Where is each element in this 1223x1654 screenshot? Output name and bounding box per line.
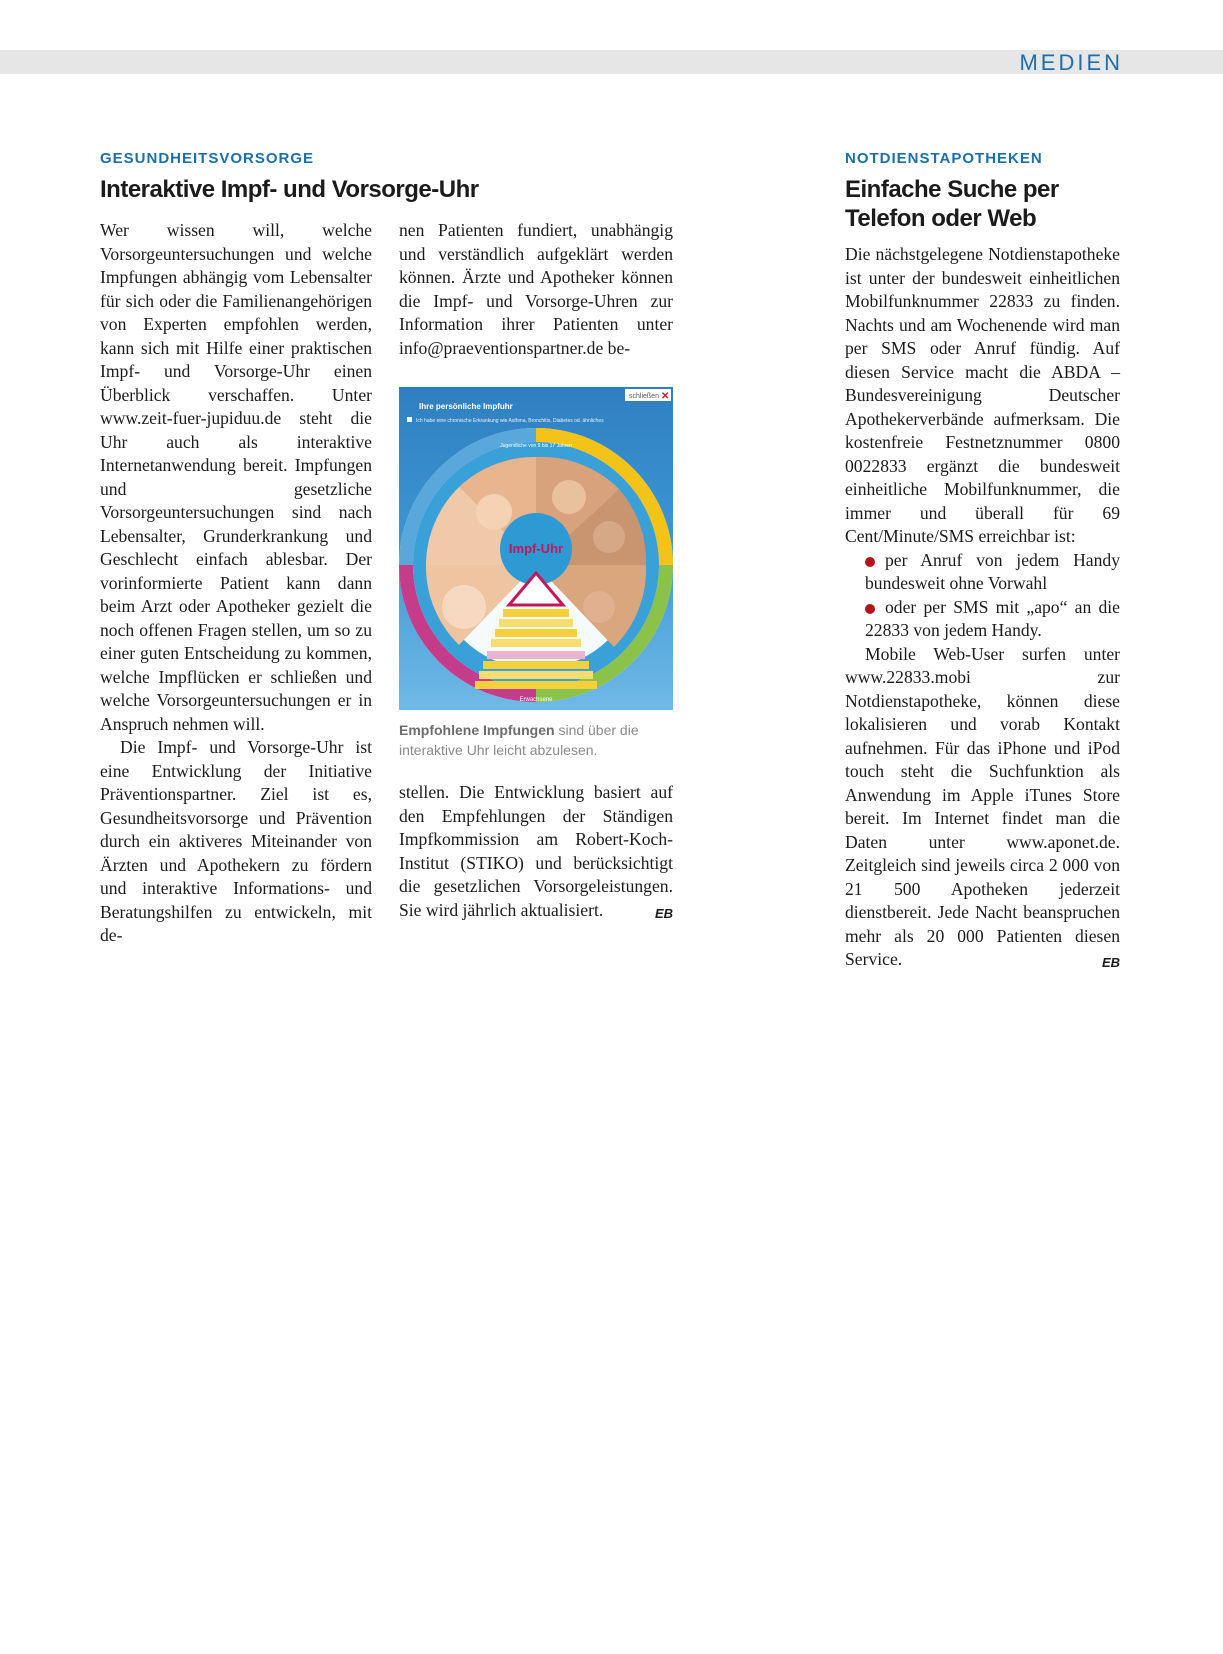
vaccination-clock-image [399,387,673,710]
article1-paragraph-2: Die Impf- und Vorsorge-Uhr ist eine Entwicklung der Initiative Präventionspartner. Ziel ist es, Gesundheitsvorsorge und Prävention durch ein aktiveres Miteinander von Ärzten und Apothekern zu fördern und interaktive Informations- und Beratungshilfen zu entwickeln, mit de- [100,737,372,945]
article2-bullet-2-text: oder per SMS mit „apo“ an die 22833 von jedem Handy. [865,596,1120,640]
article2-paragraph-2-text: Mobile Web-User surfen unter www.22833.mobi zur Notdienstapotheke, können diese lokalisieren und vorab Kontakt aufnehmen. Für das iPhone und iPod touch steht die Suchfunktion als Anwendung im Apple iTunes Store bereit. Im Internet findet man die Daten unter www.aponet.de. Zeitgleich sind jeweils circa 2 000 von 21 500 Apotheken jederzeit dienstbereit. Jede Nacht beanspruchen mehr als 20 000 Patienten diesen Service. [845,643,1120,969]
article2-bullet-1-text: per Anruf von jedem Handy bundesweit ohne Vorwahl [865,549,1120,593]
close-button [625,389,671,402]
caption-bold: Empfohlene Impfungen [399,722,555,738]
article1-paragraph-3: nen Patienten fundiert, unabhängig und verständlich aufgeklärt werden können. Ärzte und Apotheker können die Impf- und Vorsorge-Uhren zur Information ihrer Patienten unter info@praeventionspartner.de be- [399,220,673,358]
article1-column-2-top [399,219,673,360]
figure-checkbox-label: Ich habe eine chronische Erkrankung wie Asthma, Bronchitis, Diabetes od. ähnliches [416,418,604,424]
article2-bullet-1 [845,549,1120,596]
article1-paragraph-4-text: stellen. Die Entwicklung basiert auf den Empfehlungen der Ständigen Impfkommission am Robert-Koch-Institut (STIKO) und berücksichtigt die gesetzlichen Vorsorgeleistungen. Sie wird jährlich aktualisiert. [399,782,673,920]
article2-author: EB [1101,955,1120,970]
section-label: MEDIEN [1019,50,1123,75]
article1-author: EB [654,905,673,921]
article1-kicker: GESUNDHEITSVORSORGE [100,150,315,167]
article2-kicker: NOTDIENSTAPOTHEKEN [845,150,1043,167]
article2-bullet-2 [845,596,1120,643]
article2-headline-line-1: Einfache Suche per [845,176,1059,203]
article2-paragraph-2 [845,643,1120,972]
close-icon: ✕ [661,391,670,402]
figure-top-ring: Jugendliche von 9 bis 17 Jahren [500,443,572,449]
article1-headline: Interaktive Impf- und Vorsorge-Uhr [100,176,479,203]
figure-title: Ihre persönliche Impfuhr [419,402,513,411]
article2-column [845,243,1120,975]
figure-bottom-ring: Erwachsene [519,697,553,703]
article1-column-1 [100,219,372,948]
article1-column-2-bottom [399,781,673,925]
article2-headline-line-2: Telefon oder Web [845,205,1037,232]
article1-paragraph-4 [399,781,673,922]
article1-paragraph-1: Wer wissen will, welche Vorsorgeuntersuchungen und welche Impfungen abhängig vom Lebensalter für sich oder die Familienangehörigen von Experten empfohlen werden, kann sich mit Hilfe einer praktischen Impf- und Vorsorge-Uhr einen Überblick verschaffen. Unter www.zeit-fuer-jupiduu.de steht die Uhr auch als interaktive Internetanwendung bereit. Impfungen und gesetzliche Vorsorgeuntersuchungen sind nach Lebensalter, Grunderkrankung und Geschlecht einfach ablesbar. Der vorinformierte Patient kann dann beim Arzt oder Apotheker gezielt die noch offenen Fragen stellen, um so zu einer guten Entscheidung zu kommen, welche Impflücken er schließen und welche Vorsorgeuntersuchungen er in Anspruch nehmen will. [100,220,372,734]
center-label: Impf-Uhr [508,541,564,556]
checkbox-icon [407,417,412,422]
figure-caption [399,720,673,760]
close-label: schließen [629,393,659,400]
article2-paragraph-1: Die nächstgelegene Notdienstapotheke ist unter der bundesweit einheitlichen Mobilfunknummer 22833 zu finden. Nachts und am Wochenende wird man per SMS oder Anruf fündig. Auf diesen Service macht die ABDA – Bundesvereinigung Deutscher Apothekerverbände aufmerksam. Die kostenfreie Festnetznummer 0800 0022833 ergänzt die bundesweit einheitliche Mobilfunknummer, die immer und überall für 69 Cent/Minute/SMS erreichbar ist: [845,244,1120,546]
caption-text: sind über die interaktive Uhr leicht abzulesen. [399,722,639,758]
article2-headline [845,175,1125,233]
